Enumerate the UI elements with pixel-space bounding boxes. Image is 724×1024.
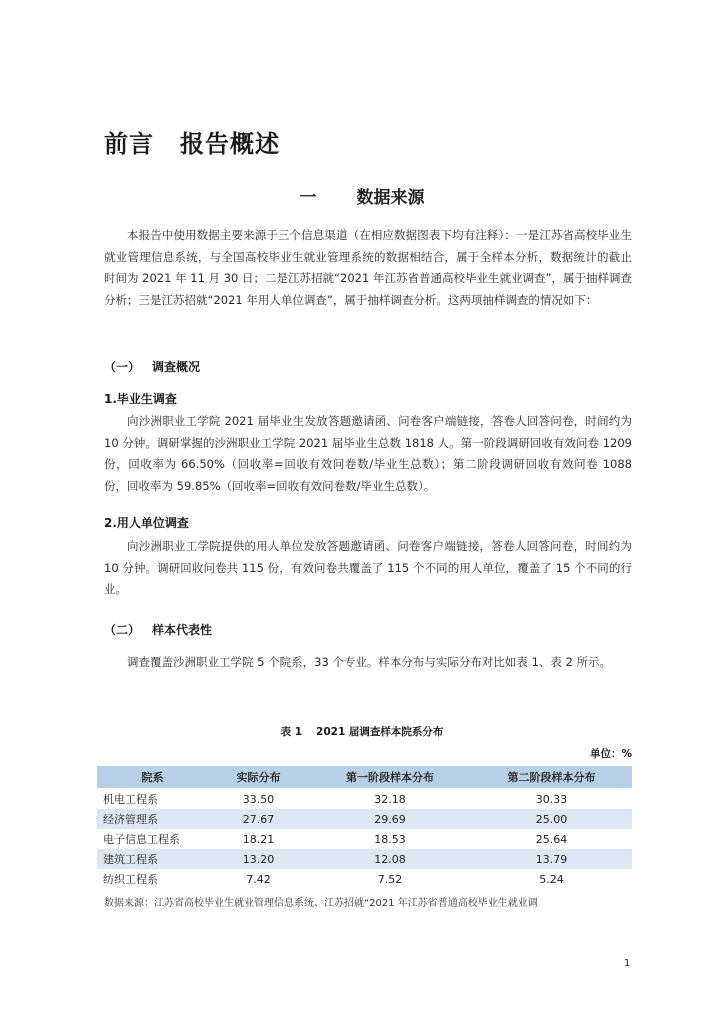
intro-paragraph: 本报告中使用数据主要来源于三个信息渠道（在相应数据图表下均有注释）：一是江苏省高校毕业生就业管理信息系统，与全国高校毕业生就业管理系统的数据相结合，属于全样本分析，数据统计的截止时间为 2021 年 11 月 30 日；二是江苏招就“2021 年江苏省普通高校毕业生就业调查”，属于抽样调查分析；三是江苏招就“2021 年用人单位调查”，属于抽样调查分析。这两项抽样调查的情况如下： bbox=[104, 228, 632, 308]
section-heading bbox=[0, 183, 724, 208]
subsection-survey-overview bbox=[104, 358, 200, 375]
value-cell: 27.67 bbox=[208, 809, 309, 829]
value-cell: 13.20 bbox=[208, 849, 309, 869]
sample-paragraph: 调查覆盖沙洲职业工学院 5 个院系，33 个专业。样本分布与实际分布对比如表 1、表 2 所示。 bbox=[127, 655, 612, 669]
value-cell: 32.18 bbox=[374, 792, 406, 806]
value-cell: 7.52 bbox=[377, 872, 403, 886]
column-header: 院系 bbox=[97, 766, 208, 789]
subsection-title: 样本代表性 bbox=[152, 623, 213, 637]
section-number: 一 bbox=[299, 188, 317, 208]
employer-survey-paragraph: 向沙洲职业工学院提供的用人单位发放答题邀请函、问卷客户端链接，答卷人回答问卷，时间约为 10 分钟。调研回收问卷共 115 份，有效问卷共覆盖了 115 个不同的用人单位，覆盖了 15 个不同的行业。 bbox=[104, 539, 632, 597]
value-cell: 5.24 bbox=[539, 872, 564, 886]
table-caption-title: 2021 届调查样本院系分布 bbox=[316, 726, 444, 738]
subsection-number: （一） bbox=[104, 360, 141, 374]
value-cell: 30.33 bbox=[535, 792, 568, 806]
value-cell: 7.42 bbox=[246, 872, 271, 886]
department-distribution-table bbox=[97, 766, 632, 889]
department-cell: 建筑工程系 bbox=[97, 849, 208, 869]
table-row bbox=[97, 809, 632, 829]
table-row bbox=[97, 789, 632, 810]
table-row bbox=[97, 829, 632, 849]
value-cell: 13.79 bbox=[471, 849, 632, 869]
department-cell: 经济管理系 bbox=[97, 809, 208, 829]
department-cell: 机电工程系 bbox=[103, 793, 158, 806]
chapter-heading bbox=[104, 124, 280, 159]
page-number: 1 bbox=[624, 958, 631, 969]
column-header: 第一阶段样本分布 bbox=[309, 766, 471, 789]
department-cell: 纺织工程系 bbox=[103, 873, 158, 886]
value-cell: 12.08 bbox=[309, 849, 471, 869]
subsection-number: （二） bbox=[104, 623, 141, 637]
value-cell: 29.69 bbox=[309, 809, 471, 829]
table-row bbox=[97, 869, 632, 889]
department-cell: 电子信息工程系 bbox=[103, 833, 180, 846]
column-header: 实际分布 bbox=[208, 766, 309, 789]
employer-survey-heading: 2.用人单位调查 bbox=[104, 516, 189, 530]
subsection-sample-representativeness bbox=[104, 621, 212, 638]
table-header-row bbox=[97, 766, 632, 789]
chapter-prefix: 前言 bbox=[104, 130, 154, 158]
table-caption bbox=[0, 724, 724, 739]
value-cell: 18.53 bbox=[374, 832, 406, 846]
data-source-note: 数据来源：江苏省高校毕业生就业管理信息系统、江苏招就“2021 年江苏省普通高校毕业生就业调 bbox=[104, 898, 538, 909]
column-header: 第二阶段样本分布 bbox=[471, 766, 632, 789]
section-title: 数据来源 bbox=[356, 188, 425, 208]
graduate-survey-paragraph: 向沙洲职业工学院 2021 届毕业生发放答题邀请函、问卷客户端链接，答卷人回答问卷，时间约为 10 分钟。调研掌握的沙洲职业工学院 2021 届毕业生总数 1818 人。第一阶段调研回收有效问卷 1209 份，回收率为 66.50%（回收率=回收有效问卷数/毕业生总数）；第二阶段调研回收有效问卷 1088 份，回收率为 59.85%（回收率=回收有效问卷数/毕业生总数）。 bbox=[104, 414, 632, 494]
chapter-title: 报告概述 bbox=[180, 130, 280, 158]
value-cell: 33.50 bbox=[242, 792, 275, 806]
value-cell: 18.21 bbox=[242, 832, 275, 846]
value-cell: 25.00 bbox=[471, 809, 632, 829]
table-caption-label: 表 1 bbox=[280, 726, 303, 738]
graduate-survey-heading: 1.毕业生调查 bbox=[104, 392, 177, 406]
subsection-title: 调查概况 bbox=[152, 360, 201, 374]
value-cell: 25.64 bbox=[535, 832, 568, 846]
table-unit: 单位：% bbox=[589, 748, 632, 760]
table-row bbox=[97, 849, 632, 869]
